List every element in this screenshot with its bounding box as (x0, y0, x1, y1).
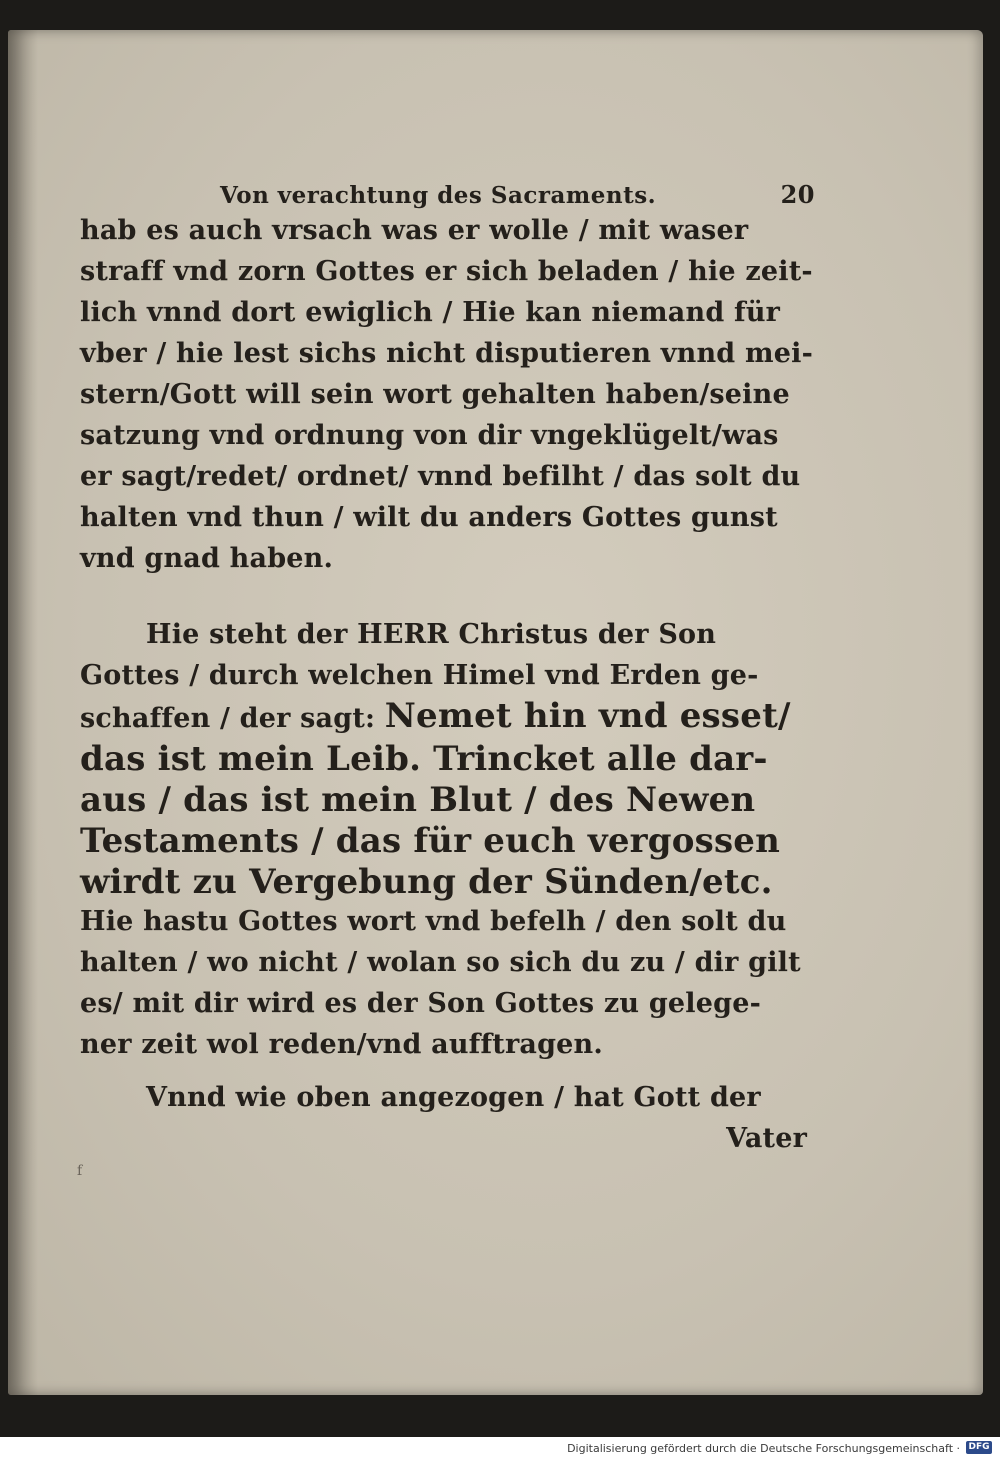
gutter-shadow (8, 30, 38, 1395)
text-line: satzung vnd ordnung von dir vngeklügelt/was (80, 420, 779, 451)
text-line: Hie hastu Gottes wort vnd befelh / den solt du (80, 906, 787, 937)
funding-credit: Digitalisierung gefördert durch die Deutsche Forschungsgemeinschaft · (567, 1442, 960, 1455)
running-head (80, 170, 815, 210)
paragraph-gap (80, 1065, 815, 1077)
paragraph-1 (80, 210, 815, 579)
text-line: vber / hie lest sichs nicht disputieren vnnd mei- (80, 338, 813, 369)
text-line: ner zeit wol reden/vnd aufftragen. (80, 1029, 603, 1060)
paragraph-3 (80, 1077, 815, 1159)
text-line: halten vnd thun / wilt du anders Gottes gunst (80, 502, 778, 533)
text-line: straff vnd zorn Gottes er sich beladen / hie zeit- (80, 256, 813, 287)
catchword: Vater (726, 1123, 807, 1154)
text-line: Vnnd wie oben angezogen / hat Gott der (146, 1082, 761, 1113)
text-line: Gottes / durch welchen Himel vnd Erden ge- (80, 660, 759, 691)
text-segment: schaffen / der sagt: (80, 703, 376, 734)
dfg-logo: DFG (966, 1441, 992, 1454)
running-title: Von verachtung des Sacraments. (220, 182, 657, 209)
text-line: stern/Gott will sein wort gehalten haben/seine (80, 379, 790, 410)
text-line: vnd gnad haben. (80, 543, 334, 574)
text-block (80, 170, 815, 1159)
margin-mark: f (77, 1163, 83, 1179)
paragraph-2 (80, 614, 815, 1065)
paragraph-gap (80, 579, 815, 614)
footer-bar (0, 1437, 1000, 1459)
scripture-quote-lead: Nemet hin vnd esset/ (384, 696, 791, 736)
text-line: er sagt/redet/ ordnet/ vnnd befilht / das solt du (80, 461, 801, 492)
text-line: lich vnnd dort ewiglich / Hie kan niemand für (80, 297, 781, 328)
text-line (80, 696, 815, 737)
text-line: Hie steht der HERR Christus der Son (146, 619, 717, 650)
page-number: 20 (780, 180, 815, 209)
text-line: es/ mit dir wird es der Son Gottes zu gelege- (80, 988, 762, 1019)
scripture-quote-line: aus / das ist mein Blut / des Newen (80, 780, 756, 820)
text-line: halten / wo nicht / wolan so sich du zu / dir gilt (80, 947, 801, 978)
scripture-quote-line: das ist mein Leib. Trincket alle dar- (80, 739, 768, 779)
scripture-quote-line: wirdt zu Vergebung der Sünden/etc. (80, 862, 773, 902)
scripture-quote-line: Testaments / das für euch vergossen (80, 821, 781, 861)
text-line: hab es auch vrsach was er wolle / mit waser (80, 215, 749, 246)
book-page (8, 30, 983, 1395)
